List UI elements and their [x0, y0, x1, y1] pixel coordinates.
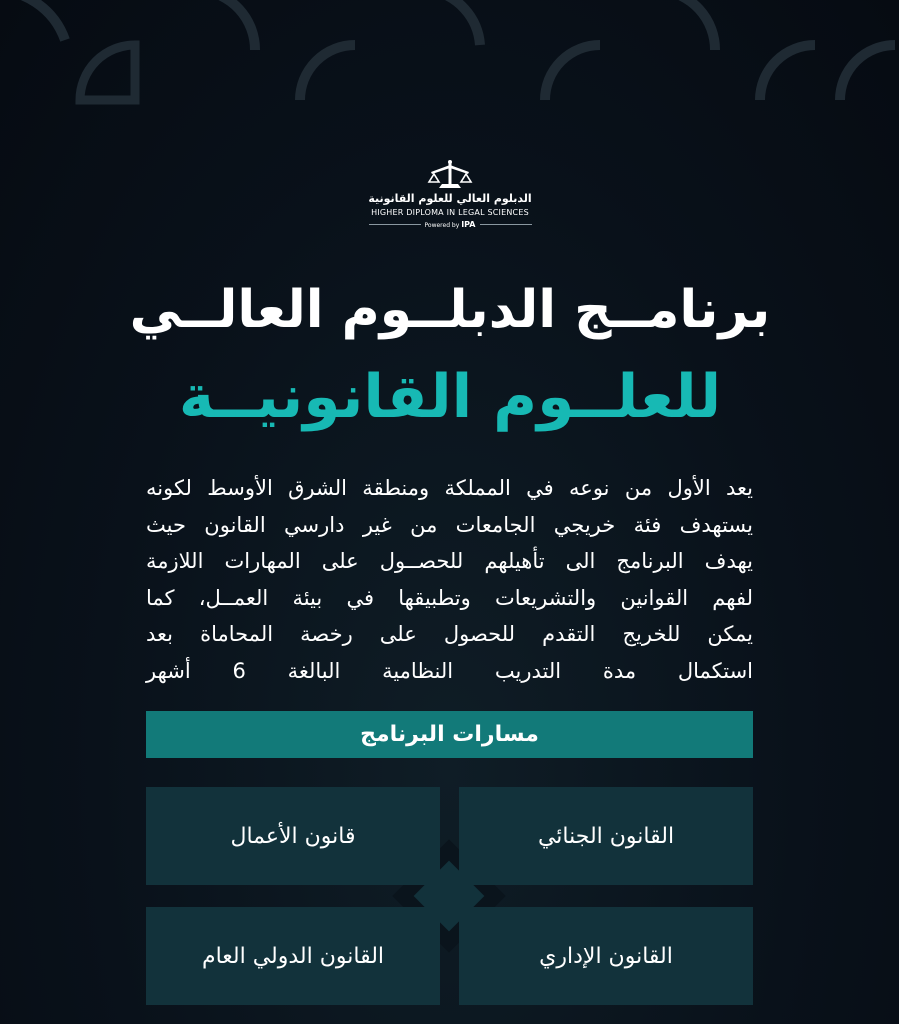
page-title-line-1: برنامــج الدبلــوم العالــي: [129, 280, 771, 340]
decorative-arcs: [0, 0, 899, 110]
page-title-line-2: للعلــوم القانونيــة: [178, 362, 722, 432]
program-tracks-heading: مسارات البرنامج: [146, 711, 753, 758]
brand-logo: [350, 160, 550, 260]
description-line: يمكن للخريج التقدم للحصول على رخصة المحاماة بعد: [146, 622, 753, 646]
description-line: لفهم القوانين والتشريعات وتطبيقها في بيئة العمــل، كما: [146, 585, 753, 610]
description-line: يعد الأول من نوعه في المملكة ومنطقة الشرق الأوسط لكونه: [146, 476, 753, 500]
track-card-business-law: قانون الأعمال: [146, 787, 440, 885]
logo-english-name: HIGHER DIPLOMA IN LEGAL SCIENCES: [371, 208, 529, 217]
logo-divider: [369, 224, 421, 225]
track-card-public-international-law: القانون الدولي العام: [146, 907, 440, 1005]
description-line: يهدف البرنامج الى تأهيلهم للحصــول على المهارات اللازمة: [146, 549, 753, 573]
track-card-criminal-law: القانون الجنائي: [459, 787, 753, 885]
logo-divider: [480, 224, 532, 225]
program-description: [146, 470, 753, 689]
description-line: استكمال مدة التدريب النظامية البالغة 6 أشهر: [146, 658, 753, 683]
description-line: يستهدف فئة خريجي الجامعات من غير دارسي القانون حيث: [146, 512, 753, 537]
powered-by: Powered by IPA: [424, 220, 476, 229]
track-card-administrative-law: القانون الإداري: [459, 907, 753, 1005]
logo-arabic-name: الدبلوم العالي للعلوم القانونية: [368, 192, 532, 205]
scales-of-justice-crown-icon: [425, 160, 475, 190]
